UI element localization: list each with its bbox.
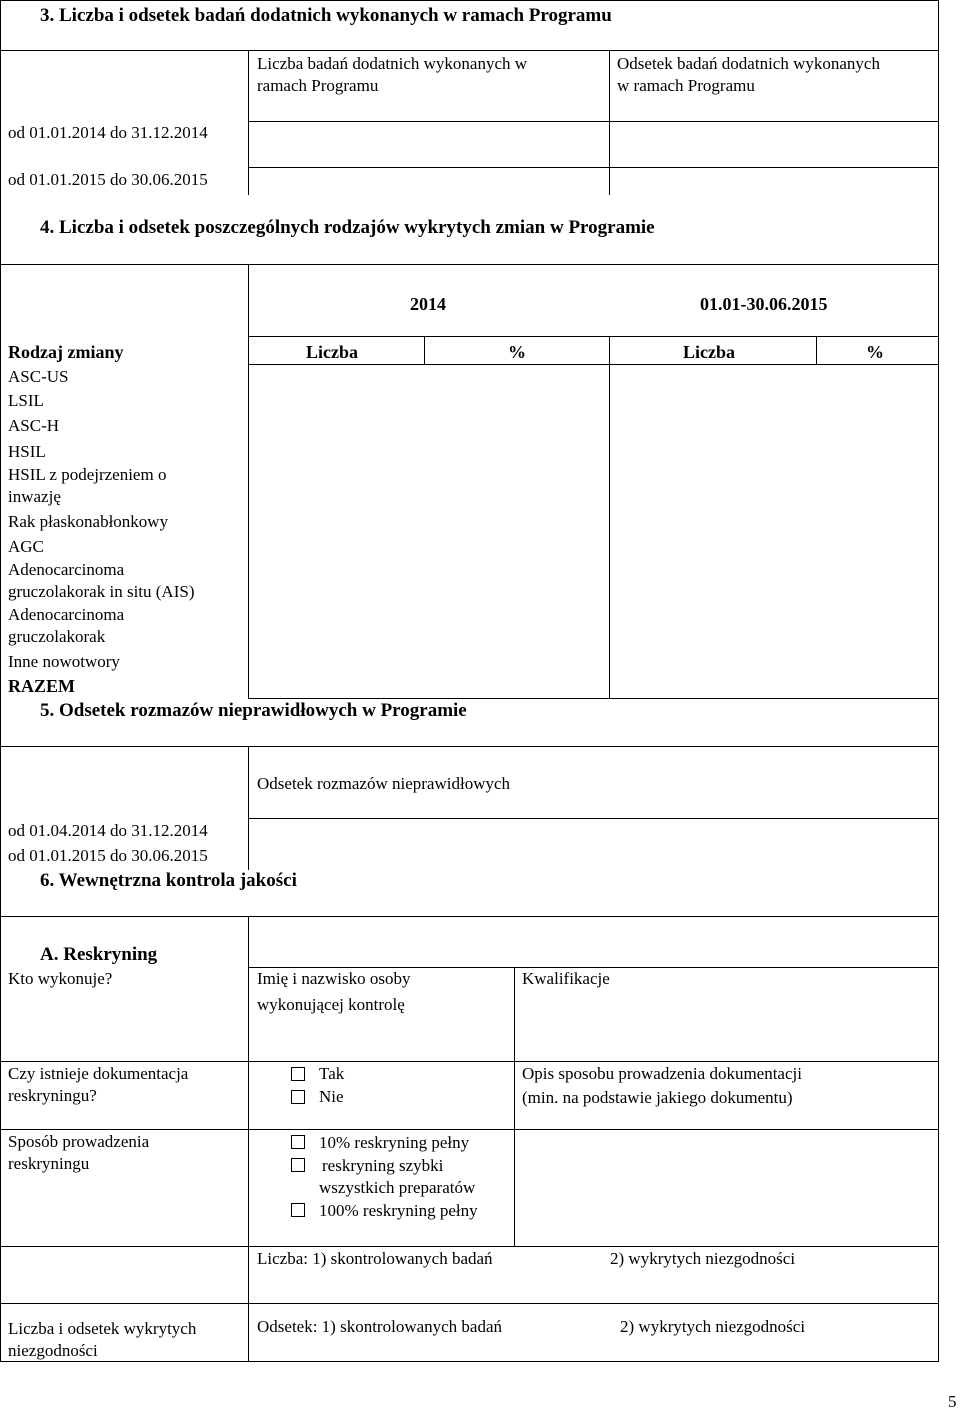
- s6-doc-question-1: Czy istnieje dokumentacja: [8, 1064, 189, 1083]
- s6-yes-label: Tak: [319, 1064, 345, 1083]
- s4-row-agc: AGC: [8, 537, 44, 556]
- s5-col-header: Odsetek rozmazów nieprawidłowych: [257, 774, 511, 793]
- s6-method-1: Sposób prowadzenia: [8, 1132, 150, 1151]
- s4-row-hsil-invasion-2: inwazję: [8, 487, 61, 506]
- s4-row-squamous: Rak płaskonabłonkowy: [8, 512, 169, 531]
- s4-year-2015: 01.01-30.06.2015: [700, 294, 828, 314]
- s4-year-2014: 2014: [410, 294, 446, 314]
- section3-title: 3. Liczba i odsetek badań dodatnich wykonanych w ramach Programu: [40, 5, 612, 26]
- s6-count-label: Liczba: 1) skontrolowanych badań: [257, 1249, 493, 1268]
- opt-100pct-checkbox[interactable]: [291, 1203, 305, 1217]
- s4-row-hsil-invasion-1: HSIL z podejrzeniem o: [8, 465, 167, 484]
- s6-count-label-2: 2) wykrytych niezgodności: [610, 1249, 796, 1268]
- s6-method-2: reskryningu: [8, 1154, 90, 1173]
- s6-ratio-row-2: niezgodności: [8, 1341, 98, 1360]
- s6-name-label-2: wykonującej kontrolę: [257, 995, 405, 1014]
- s4-row-other: Inne nowotwory: [8, 652, 120, 671]
- s3-col1-line2: ramach Programu: [257, 76, 379, 95]
- s4-head-count-2015: Liczba: [683, 342, 735, 362]
- s4-row-ais-2: gruczolakorak in situ (AIS): [8, 582, 195, 601]
- s4-row-adeno-2: gruczolakorak: [8, 627, 106, 646]
- s3-row-2015: od 01.01.2015 do 30.06.2015: [8, 170, 208, 189]
- s4-head-count-2014: Liczba: [306, 342, 358, 362]
- s4-head-type: Rodzaj zmiany: [8, 342, 124, 362]
- opt-fast-checkbox[interactable]: [291, 1158, 305, 1172]
- s6-doc-question-2: reskryningu?: [8, 1086, 97, 1105]
- s6-ratio-row-1: Liczba i odsetek wykrytych: [8, 1319, 197, 1338]
- s4-row-asc-h: ASC-H: [8, 416, 60, 435]
- s4-head-pct-2015: %: [866, 342, 884, 362]
- s4-row-total: RAZEM: [8, 676, 75, 696]
- s6-qual-label: Kwalifikacje: [522, 969, 610, 988]
- s4-head-pct-2014: %: [508, 342, 526, 362]
- s6-pct-label-2: 2) wykrytych niezgodności: [620, 1317, 806, 1336]
- s6-name-label-1: Imię i nazwisko osoby: [257, 969, 411, 988]
- no-checkbox[interactable]: [291, 1090, 305, 1104]
- s3-row-2014: od 01.01.2014 do 31.12.2014: [8, 123, 208, 142]
- page-number: 5: [948, 1392, 957, 1411]
- s6-doc-desc-1: Opis sposobu prowadzenia dokumentacji: [522, 1064, 802, 1083]
- s6-no-label: Nie: [319, 1087, 344, 1106]
- yes-checkbox[interactable]: [291, 1067, 305, 1081]
- s6-who-label: Kto wykonuje?: [8, 969, 113, 988]
- s3-col1-line1: Liczba badań dodatnich wykonanych w: [257, 54, 528, 73]
- s5-row-2015: od 01.01.2015 do 30.06.2015: [8, 846, 208, 865]
- opt-10pct-checkbox[interactable]: [291, 1135, 305, 1149]
- s6-opt-100pct: 100% reskryning pełny: [319, 1201, 478, 1220]
- section5-title: 5. Odsetek rozmazów nieprawidłowych w Programie: [40, 700, 467, 721]
- s4-row-asc-us: ASC-US: [8, 367, 69, 386]
- s3-col2-line1: Odsetek badań dodatnich wykonanych: [617, 54, 880, 73]
- s4-row-hsil: HSIL: [8, 442, 46, 461]
- s6-sub-title: A. Reskryning: [40, 944, 158, 965]
- s4-row-adeno-1: Adenocarcinoma: [8, 605, 125, 624]
- s6-doc-desc-2: (min. na podstawie jakiego dokumentu): [522, 1088, 793, 1107]
- s6-opt-10pct: 10% reskryning pełny: [319, 1133, 470, 1152]
- s6-opt-fast-2: wszystkich preparatów: [319, 1178, 476, 1197]
- s6-opt-fast-1: reskryning szybki: [322, 1156, 444, 1175]
- section4-title: 4. Liczba i odsetek poszczególnych rodzajów wykrytych zmian w Programie: [40, 217, 655, 238]
- section6-title: 6. Wewnętrzna kontrola jakości: [40, 870, 297, 891]
- s3-col2-line2: w ramach Programu: [617, 76, 755, 95]
- s5-row-2014: od 01.04.2014 do 31.12.2014: [8, 821, 208, 840]
- s4-row-lsil: LSIL: [8, 391, 44, 410]
- s4-row-ais-1: Adenocarcinoma: [8, 560, 125, 579]
- s6-pct-label: Odsetek: 1) skontrolowanych badań: [257, 1317, 503, 1336]
